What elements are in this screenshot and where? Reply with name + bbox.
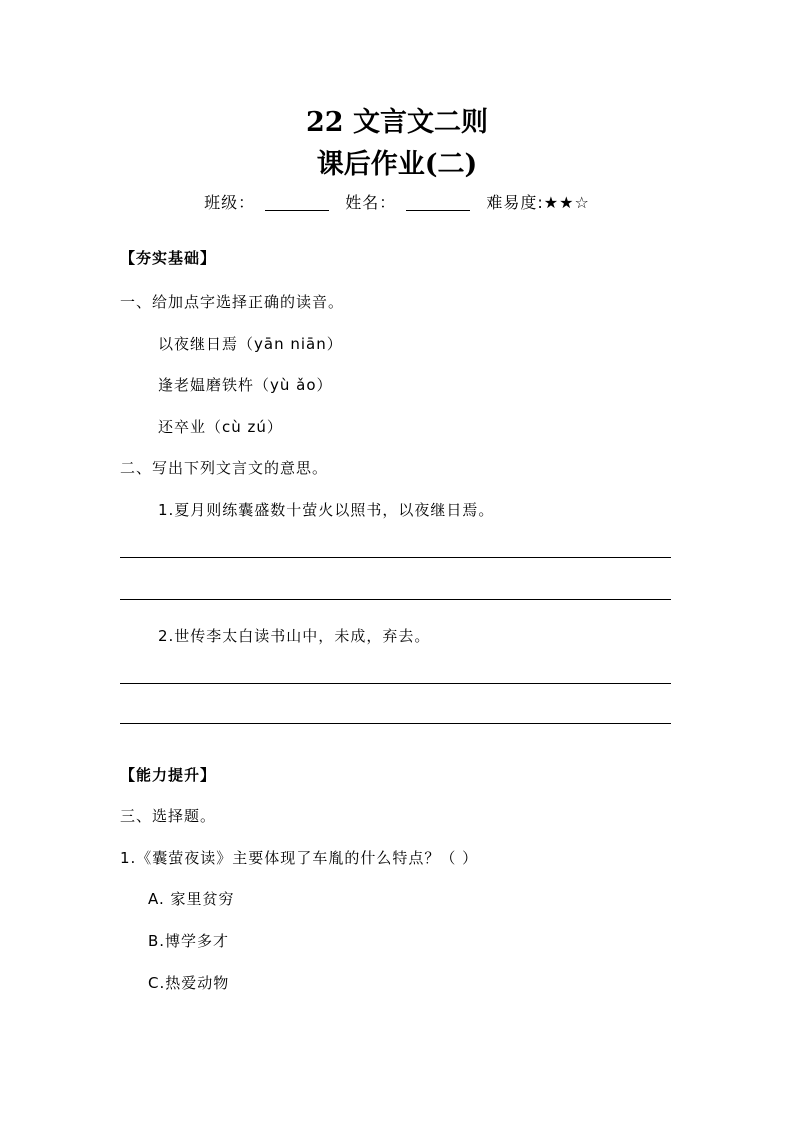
page-title: 22 文言文二则 (306, 107, 488, 138)
question-1-item: 以夜继日焉（yān niān） (158, 335, 343, 353)
class-blank[interactable] (265, 196, 329, 211)
question-2-prompt: 二、写出下列文言文的意思。 (120, 459, 329, 477)
class-label: 班级： (204, 193, 256, 212)
page-subtitle: 课后作业(二) (316, 149, 478, 180)
name-label: 姓名： (345, 193, 397, 212)
question-3-prompt: 三、选择题。 (120, 807, 217, 825)
question-2-item-2: 2.世传李太白读书山中，未成，弃去。 (158, 627, 431, 645)
answer-line[interactable] (120, 723, 671, 724)
option-b[interactable]: B.博学多才 (148, 932, 230, 950)
question-3-stem: 1.《囊萤夜读》主要体现了车胤的什么特点？（ ） (120, 849, 479, 867)
section-heading-basics: 【夯实基础】 (120, 249, 217, 267)
question-2-item-1: 1.夏月则练囊盛数十萤火以照书，以夜继日焉。 (158, 501, 495, 519)
section-heading-advanced: 【能力提升】 (120, 766, 217, 784)
question-1-item: 还卒业（cù zú） (158, 418, 283, 436)
answer-line[interactable] (120, 599, 671, 600)
difficulty-label: 难易度:★★☆ (486, 193, 590, 212)
answer-line[interactable] (120, 683, 671, 684)
option-a[interactable]: A. 家里贫穷 (148, 890, 235, 908)
student-info-row (0, 190, 794, 213)
question-1-prompt: 一、给加点字选择正确的读音。 (120, 293, 345, 311)
option-c[interactable]: C.热爱动物 (148, 974, 230, 992)
answer-line[interactable] (120, 557, 671, 558)
question-1-item: 逢老媪磨铁杵（yù ǎo） (158, 376, 333, 394)
name-blank[interactable] (406, 196, 470, 211)
